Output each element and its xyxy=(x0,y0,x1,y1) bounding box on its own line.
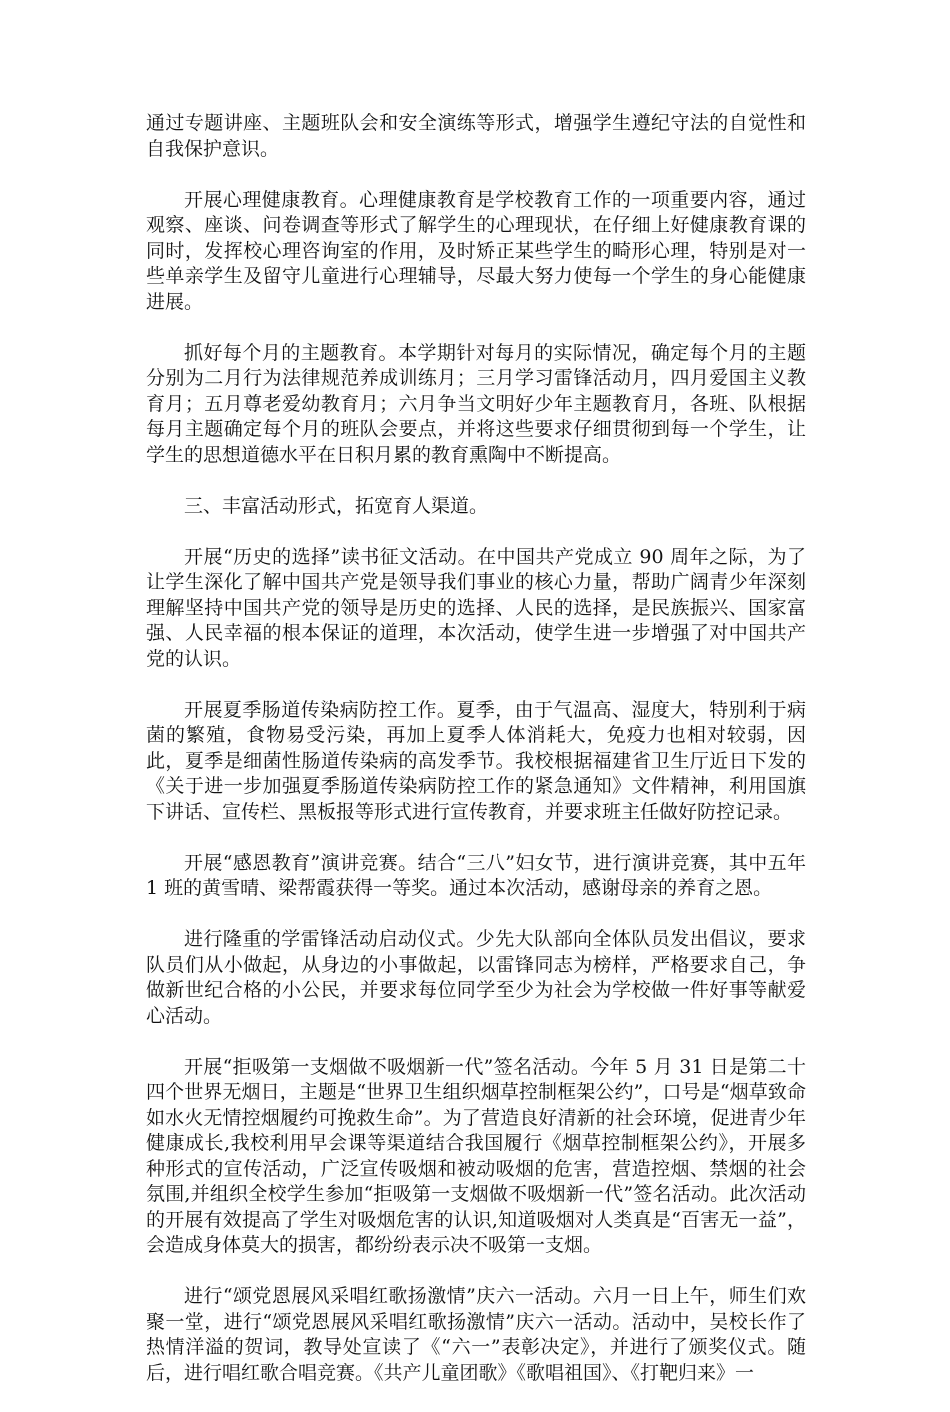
paragraph-mental-health: 开展心理健康教育。心理健康教育是学校教育工作的一项重要内容，通过观察、座谈、问卷调查等形式了解学生的心理现状，在仔细上好健康教育课的同时，发挥校心理咨询室的作用，及时矫正某些学生的畸形心理，特别是对一些单亲学生及留守儿童进行心理辅导，尽最大努力使每一个学生的身心能健康进展。 xyxy=(146,188,806,313)
paragraph-disease-prevention: 开展夏季肠道传染病防控工作。夏季，由于气温高、湿度大，特别利于病菌的繁殖，食物易受污染，再加上夏季人体消耗大，免疫力也相对较弱，因此，夏季是细菌性肠道传染病的高发季节。我校根据福建省卫生厅近日下发的《关于进一步加强夏季肠道传染病防控工作的紧急通知》文件精神，利用国旗下讲话、宣传栏、黑板报等形式进行宣传教育，并要求班主任做好防控记录。 xyxy=(146,698,806,823)
paragraph-monthly-themes: 抓好每个月的主题教育。本学期针对每月的实际情况，确定每个月的主题分别为二月行为法律规范养成训练月；三月学习雷锋活动月，四月爱国主义教育月；五月尊老爱幼教育月；六月争当文明好少年主题教育月，各班、队根据每月主题确定每个月的班队会要点，并将这些要求仔细贯彻到每一个学生，让学生的思想道德水平在日积月累的教育熏陶中不断提高。 xyxy=(146,341,806,466)
paragraph-childrens-day: 进行“颂党恩展风采唱红歌扬激情”庆六一活动。六月一日上午，师生们欢聚一堂，进行“颂党恩展风采唱红歌扬激情”庆六一活动。活动中，吴校长作了热情洋溢的贺词，教导处宣读了《“六一”表彰决定》，并进行了颁奖仪式。随后，进行唱红歌合唱竞赛。《共产儿童团歌》《歌唱祖国》、《打靶归来》一 xyxy=(146,1285,806,1384)
section-heading-activities: 三、丰富活动形式，拓宽育人渠道。 xyxy=(184,494,489,517)
paragraph-gratitude-speech: 开展“感恩教育”演讲竞赛。结合“三八”妇女节，进行演讲竞赛，其中五年 1 班的黄雪晴、梁帮霞获得一等奖。通过本次活动，感谢母亲的养育之恩。 xyxy=(146,851,806,899)
paragraph-no-smoking: 开展“拒吸第一支烟做不吸烟新一代”签名活动。今年 5 月 31 日是第二十四个世界无烟日，主题是“世界卫生组织烟草控制框架公约”，口号是“烟草致命如水火无情控烟履约可挽救生命”。为了营造良好清新的社会环境，促进青少年健康成长,我校利用早会课等渠道结合我国履行《烟草控制框架公约》，开展多种形式的宣传活动，广泛宣传吸烟和被动吸烟的危害，营造控烟、禁烟的社会氛围,并组织全校学生参加“拒吸第一支烟做不吸烟新一代”签名活动。此次活动的开展有效提高了学生对吸烟危害的认识,知道吸烟对人类真是“百害无一益”，会造成身体莫大的损害，都纷纷表示决不吸第一支烟。 xyxy=(146,1055,806,1256)
paragraph-lei-feng: 进行隆重的学雷锋活动启动仪式。少先大队部向全体队员发出倡议，要求队员们从小做起，从身边的小事做起，以雷锋同志为榜样，严格要求自己，争做新世纪合格的小公民，并要求每位同学至少为社会为学校做一件好事等献爱心活动。 xyxy=(146,928,806,1027)
paragraph-reading-essay: 开展“历史的选择”读书征文活动。在中国共产党成立 90 周年之际，为了让学生深化了解中国共产党是领导我们事业的核心力量，帮助广阔青少年深刻理解坚持中国共产党的领导是历史的选择、人民的选择，是民族振兴、国家富强、人民幸福的根本保证的道理，本次活动，使学生进一步增强了对中国共产党的认识。 xyxy=(146,545,806,670)
paragraph-safety-education: 通过专题讲座、主题班队会和安全演练等形式，增强学生遵纪守法的自觉性和自我保护意识。 xyxy=(146,112,806,160)
document-body xyxy=(146,111,806,1412)
